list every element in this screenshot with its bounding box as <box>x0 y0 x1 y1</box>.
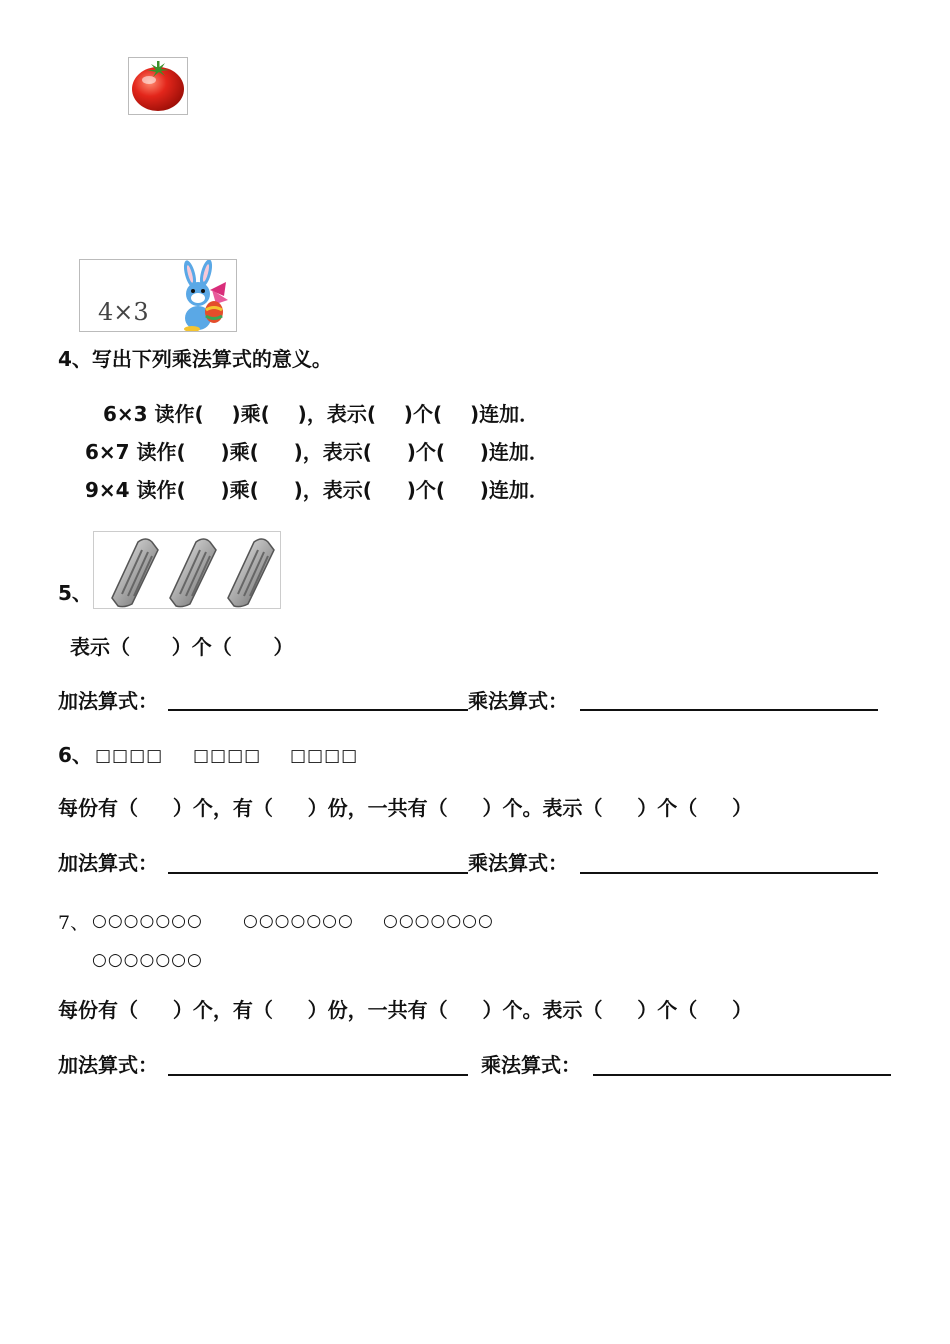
q4-title: 4、写出下列乘法算式的意义。 <box>58 347 332 371</box>
q7-mul-label: 乘法算式： <box>481 1053 581 1077</box>
q7-add-answer-line[interactable] <box>168 1054 468 1076</box>
q5-add-answer-line[interactable] <box>168 689 468 711</box>
q4-line-1: 6×3 读作( )乘( )，表示( )个( )连加． <box>103 402 540 426</box>
tomato-icon <box>129 58 187 114</box>
q6-number: 6、 <box>58 743 92 767</box>
image-expression: 4×3 <box>98 298 149 326</box>
q7-question: 每份有（ ）个，有（ ）份，一共有（ ）个。表示（ ）个（ ） <box>58 998 753 1022</box>
q7-mul-answer-line[interactable] <box>593 1054 891 1076</box>
q6-add-label: 加法算式： <box>58 851 158 875</box>
q7-circle-group-3: ○○○○○○○ <box>383 911 494 931</box>
multiplication-rabbit-picture <box>79 259 237 332</box>
boats-picture <box>93 531 281 609</box>
q6-mul-answer-line[interactable] <box>580 852 878 874</box>
q5-number: 5、 <box>58 581 92 605</box>
q5-mul-answer-line[interactable] <box>580 689 878 711</box>
boat-icon <box>94 532 280 608</box>
q7-number: 7、 <box>58 912 90 934</box>
q7-circle-group-4: ○○○○○○○ <box>92 950 203 970</box>
q7-circle-group-1: ○○○○○○○ <box>92 911 203 931</box>
q6-question: 每份有（ ）个，有（ ）份，一共有（ ）个。表示（ ）个（ ） <box>58 796 753 820</box>
q6-mul-label: 乘法算式： <box>468 851 568 875</box>
q6-box-group-1: □□□□ <box>95 746 164 766</box>
q6-box-group-3: □□□□ <box>290 746 359 766</box>
q7-add-label: 加法算式： <box>58 1053 158 1077</box>
q7-circle-group-2: ○○○○○○○ <box>243 911 354 931</box>
q5-mul-label: 乘法算式： <box>468 689 568 713</box>
q5-represent: 表示（ ）个（ ） <box>70 635 294 659</box>
q4-line-2: 6×7 读作( )乘( )，表示( )个( )连加． <box>85 440 549 464</box>
q6-box-group-2: □□□□ <box>193 746 262 766</box>
tomato-picture <box>128 57 188 115</box>
q4-line-3: 9×4 读作( )乘( )，表示( )个( )连加． <box>85 478 549 502</box>
q5-add-label: 加法算式： <box>58 689 158 713</box>
rabbit-icon <box>168 260 237 331</box>
q6-add-answer-line[interactable] <box>168 852 468 874</box>
